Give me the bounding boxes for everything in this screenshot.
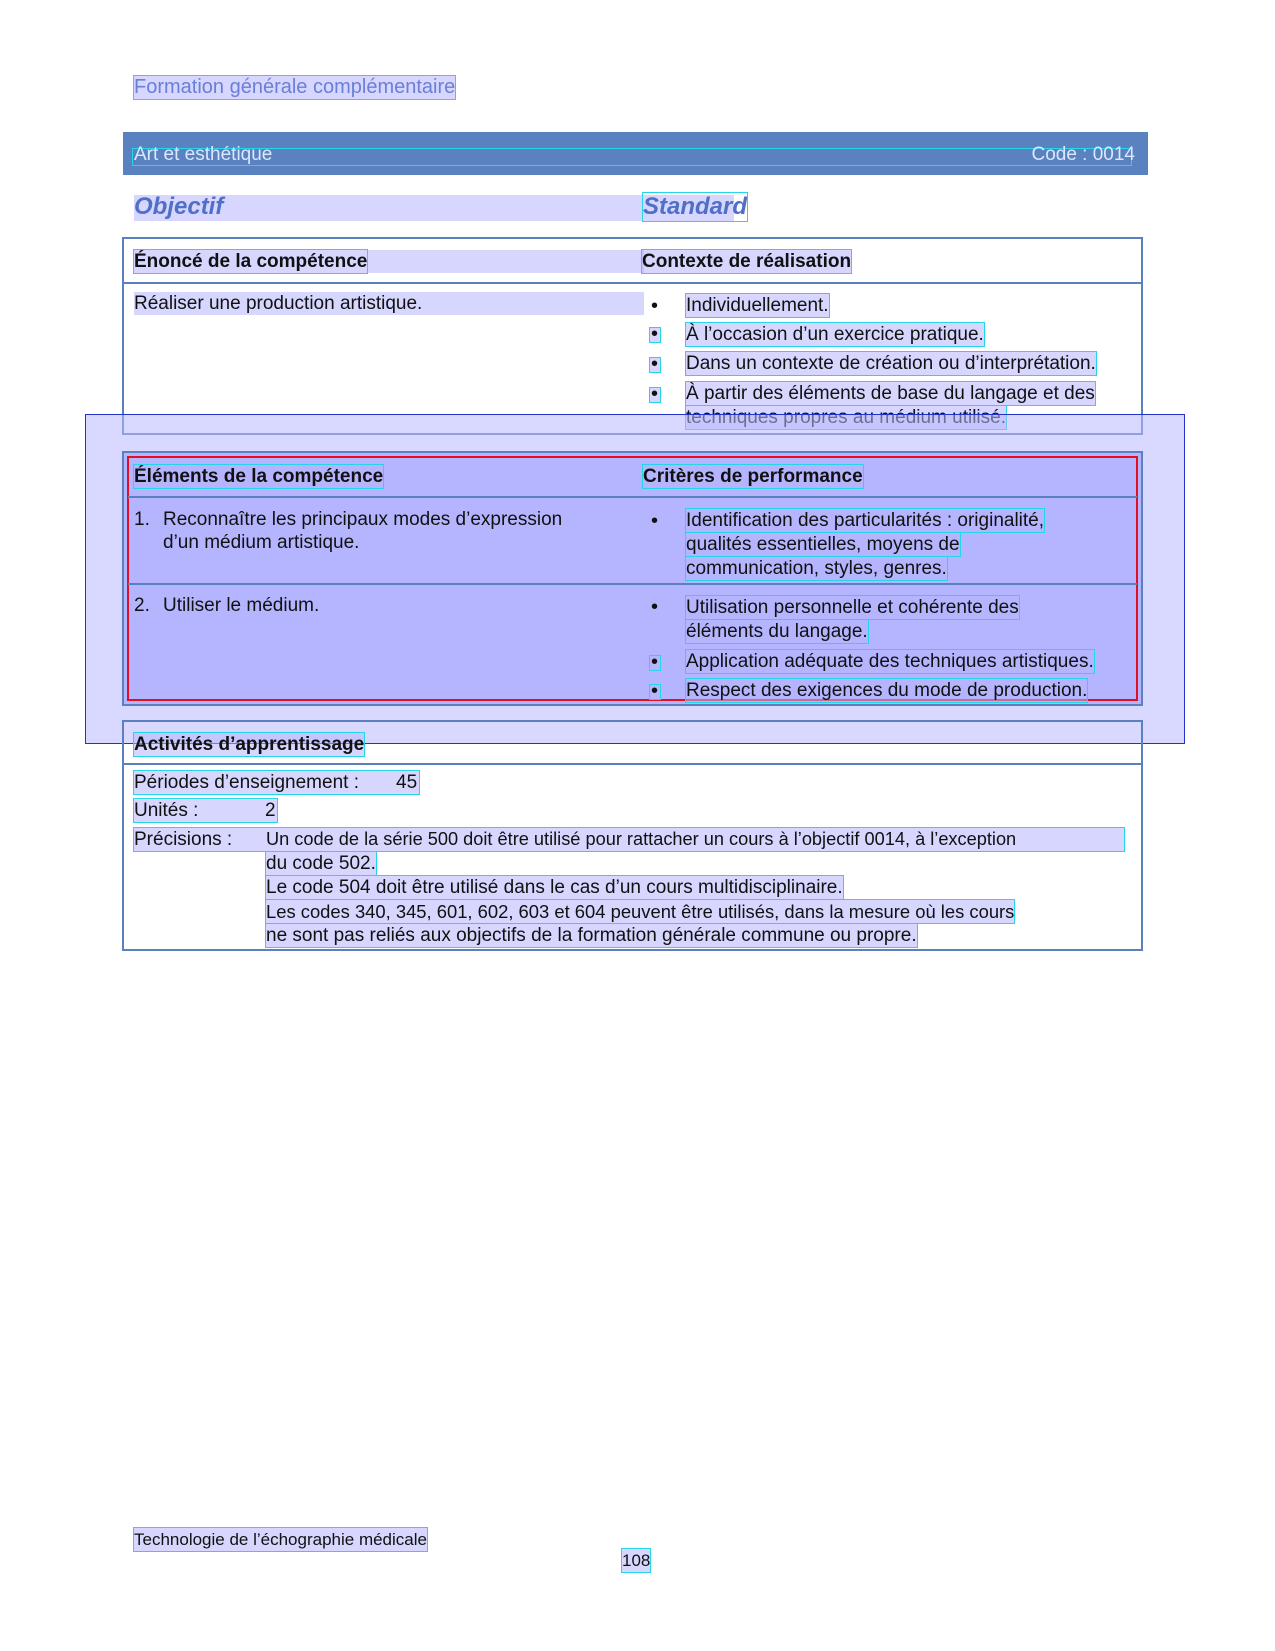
course-title: Art et esthétique [134, 144, 273, 165]
contexte-header: Contexte de réalisation [642, 251, 852, 272]
criterion-text: communication, styles, genres. [686, 558, 947, 579]
precisions-line: ne sont pas reliés aux objectifs de la formation générale commune ou propre. [266, 925, 917, 946]
activites-header: Activités d’apprentissage [134, 734, 365, 755]
element-number: 2. [134, 595, 150, 616]
periodes-label: Périodes d’enseignement : [134, 772, 359, 793]
bullet-icon [650, 515, 660, 529]
title-bar-outline [133, 149, 1131, 165]
element-text: d’un médium artistique. [163, 532, 360, 553]
precisions-line: Les codes 340, 345, 601, 602, 603 et 604 peuvent être utilisés, dans la mesure où les cours [266, 901, 1015, 922]
standard-label: Standard [643, 193, 748, 220]
unites-value: 2 [265, 800, 276, 821]
precisions-line: du code 502. [266, 853, 376, 874]
criterion-text: qualités essentielles, moyens de [686, 534, 960, 555]
footer-text: Technologie de l’échographie médicale [134, 1530, 427, 1549]
competence-statement: Réaliser une production artistique. [134, 293, 423, 314]
bullet-icon [650, 300, 660, 314]
context-item: Individuellement. [686, 295, 829, 316]
element-text: Utiliser le médium. [163, 595, 320, 616]
page-number: 108 [622, 1551, 651, 1570]
unites-label: Unités : [134, 800, 199, 821]
activites-header-divider [123, 763, 1142, 765]
criterion-text: Utilisation personnelle et cohérente des [686, 597, 1019, 618]
criterion-text: Application adéquate des techniques artistiques. [686, 651, 1094, 672]
bullet-icon [650, 601, 660, 615]
context-item: À l’occasion d’un exercice pratique. [686, 324, 984, 345]
criterion-text: Respect des exigences du mode de production. [686, 680, 1088, 701]
bullet-icon [650, 685, 660, 699]
bullet-icon [650, 328, 660, 342]
bullet-icon [650, 388, 660, 402]
elements-header-divider [128, 496, 1137, 498]
precisions-label: Précisions : [134, 829, 233, 850]
criterion-text: Identification des particularités : originalité, [686, 510, 1045, 531]
bullet-icon [650, 656, 660, 670]
criteres-header: Critères de performance [643, 466, 863, 487]
elements-header: Éléments de la compétence [134, 466, 384, 487]
enonce-header: Énoncé de la compétence [134, 251, 368, 272]
precisions-line: Le code 504 doit être utilisé dans le cas d’un cours multidisciplinaire. [266, 877, 843, 898]
bullet-icon [650, 358, 660, 372]
element-text: Reconnaître les principaux modes d’expression [163, 509, 563, 530]
criterion-text: éléments du langage. [686, 621, 868, 642]
elements-row-divider [128, 583, 1137, 585]
document-header: Formation générale complémentaire [134, 76, 456, 98]
context-item: À partir des éléments de base du langage et des [686, 383, 1095, 404]
course-code: Code : 0014 [1031, 144, 1135, 165]
context-item: Dans un contexte de création ou d’interprétation. [686, 353, 1096, 374]
periodes-value: 45 [396, 772, 418, 793]
objectif-label: Objectif [134, 193, 224, 220]
element-number: 1. [134, 509, 150, 530]
competence-header-divider [123, 282, 1142, 284]
precisions-line: Un code de la série 500 doit être utilisé pour rattacher un cours à l’objectif 0014, à l’exception [266, 829, 1017, 849]
